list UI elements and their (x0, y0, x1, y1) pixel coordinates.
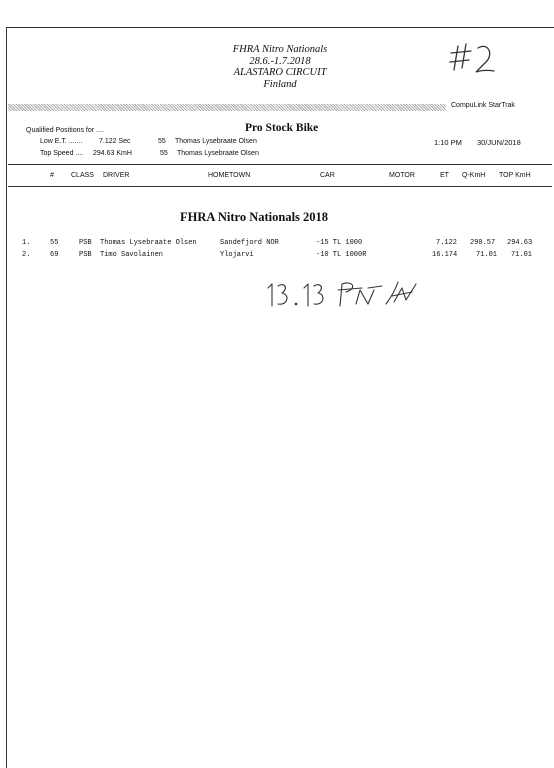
results-title: FHRA Nitro Nationals 2018 (180, 210, 329, 224)
row-top-kmh: 294.63 (507, 239, 533, 247)
qualified-label: Qualified Positions for .... (26, 127, 104, 134)
row-driver: Thomas Lysebraate Olsen (100, 239, 197, 247)
low-et-label: Low E.T. ....... (40, 138, 83, 145)
col-header-motor: MOTOR (389, 172, 415, 179)
page-border-left (6, 27, 7, 768)
header-hatch-bar (8, 104, 446, 111)
row-number: 69 (50, 251, 59, 259)
event-header (180, 44, 380, 90)
top-speed-number: 55 (160, 150, 168, 157)
row-hometown: Ylojarvi (220, 251, 254, 259)
col-header-number: # (50, 172, 54, 179)
row-top-kmh: 71.01 (511, 251, 533, 259)
print-time: 1:10 PM (434, 138, 462, 147)
row-driver: Timo Savolainen (100, 251, 164, 259)
row-class: PSB (79, 251, 92, 259)
row-position: 2. (22, 251, 31, 259)
top-speed-value: 294.63 KmH (93, 150, 132, 157)
header-rule-top (8, 164, 552, 165)
col-header-top-kmh: TOP KmH (499, 172, 531, 179)
handwritten-signature-note (262, 276, 442, 312)
event-name: FHRA Nitro Nationals (232, 44, 328, 55)
row-car: -10 TL 1000R (316, 251, 367, 259)
row-q-kmh: 71.01 (476, 251, 498, 259)
event-dates: 28.6.-1.7.2018 (249, 55, 311, 67)
row-et: 7.122 (436, 239, 458, 247)
col-header-car: CAR (320, 172, 335, 179)
row-q-kmh: 290.57 (470, 239, 496, 247)
print-date: 30/JUN/2018 (477, 138, 521, 147)
row-position: 1. (22, 239, 31, 247)
vendor-label: CompuLink StarTrak (451, 102, 515, 109)
top-speed-label: Top Speed .... (40, 150, 84, 157)
class-title: Pro Stock Bike (245, 122, 319, 134)
low-et-number: 55 (158, 138, 166, 145)
row-class: PSB (79, 239, 92, 247)
col-header-q-kmh: Q-KmH (462, 172, 486, 179)
row-car: -15 TL 1000 (316, 239, 363, 247)
row-number: 55 (50, 239, 59, 247)
col-header-driver: DRIVER (103, 172, 130, 179)
row-hometown: Sandefjord NOR (220, 239, 279, 247)
top-speed-driver: Thomas Lysebraate Olsen (177, 150, 259, 157)
event-country: Finland (263, 78, 297, 90)
page-border-top (6, 27, 554, 28)
col-header-et: ET (440, 172, 449, 179)
handwritten-page-number (448, 40, 498, 76)
low-et-driver: Thomas Lysebraate Olsen (175, 138, 257, 145)
event-circuit: ALASTARO CIRCUIT (233, 67, 327, 78)
col-header-hometown: HOMETOWN (208, 172, 251, 179)
col-header-class: CLASS (71, 172, 94, 179)
header-rule-bottom (8, 186, 552, 187)
low-et-value: 7.122 Sec (99, 138, 131, 145)
row-et: 16.174 (432, 251, 458, 259)
